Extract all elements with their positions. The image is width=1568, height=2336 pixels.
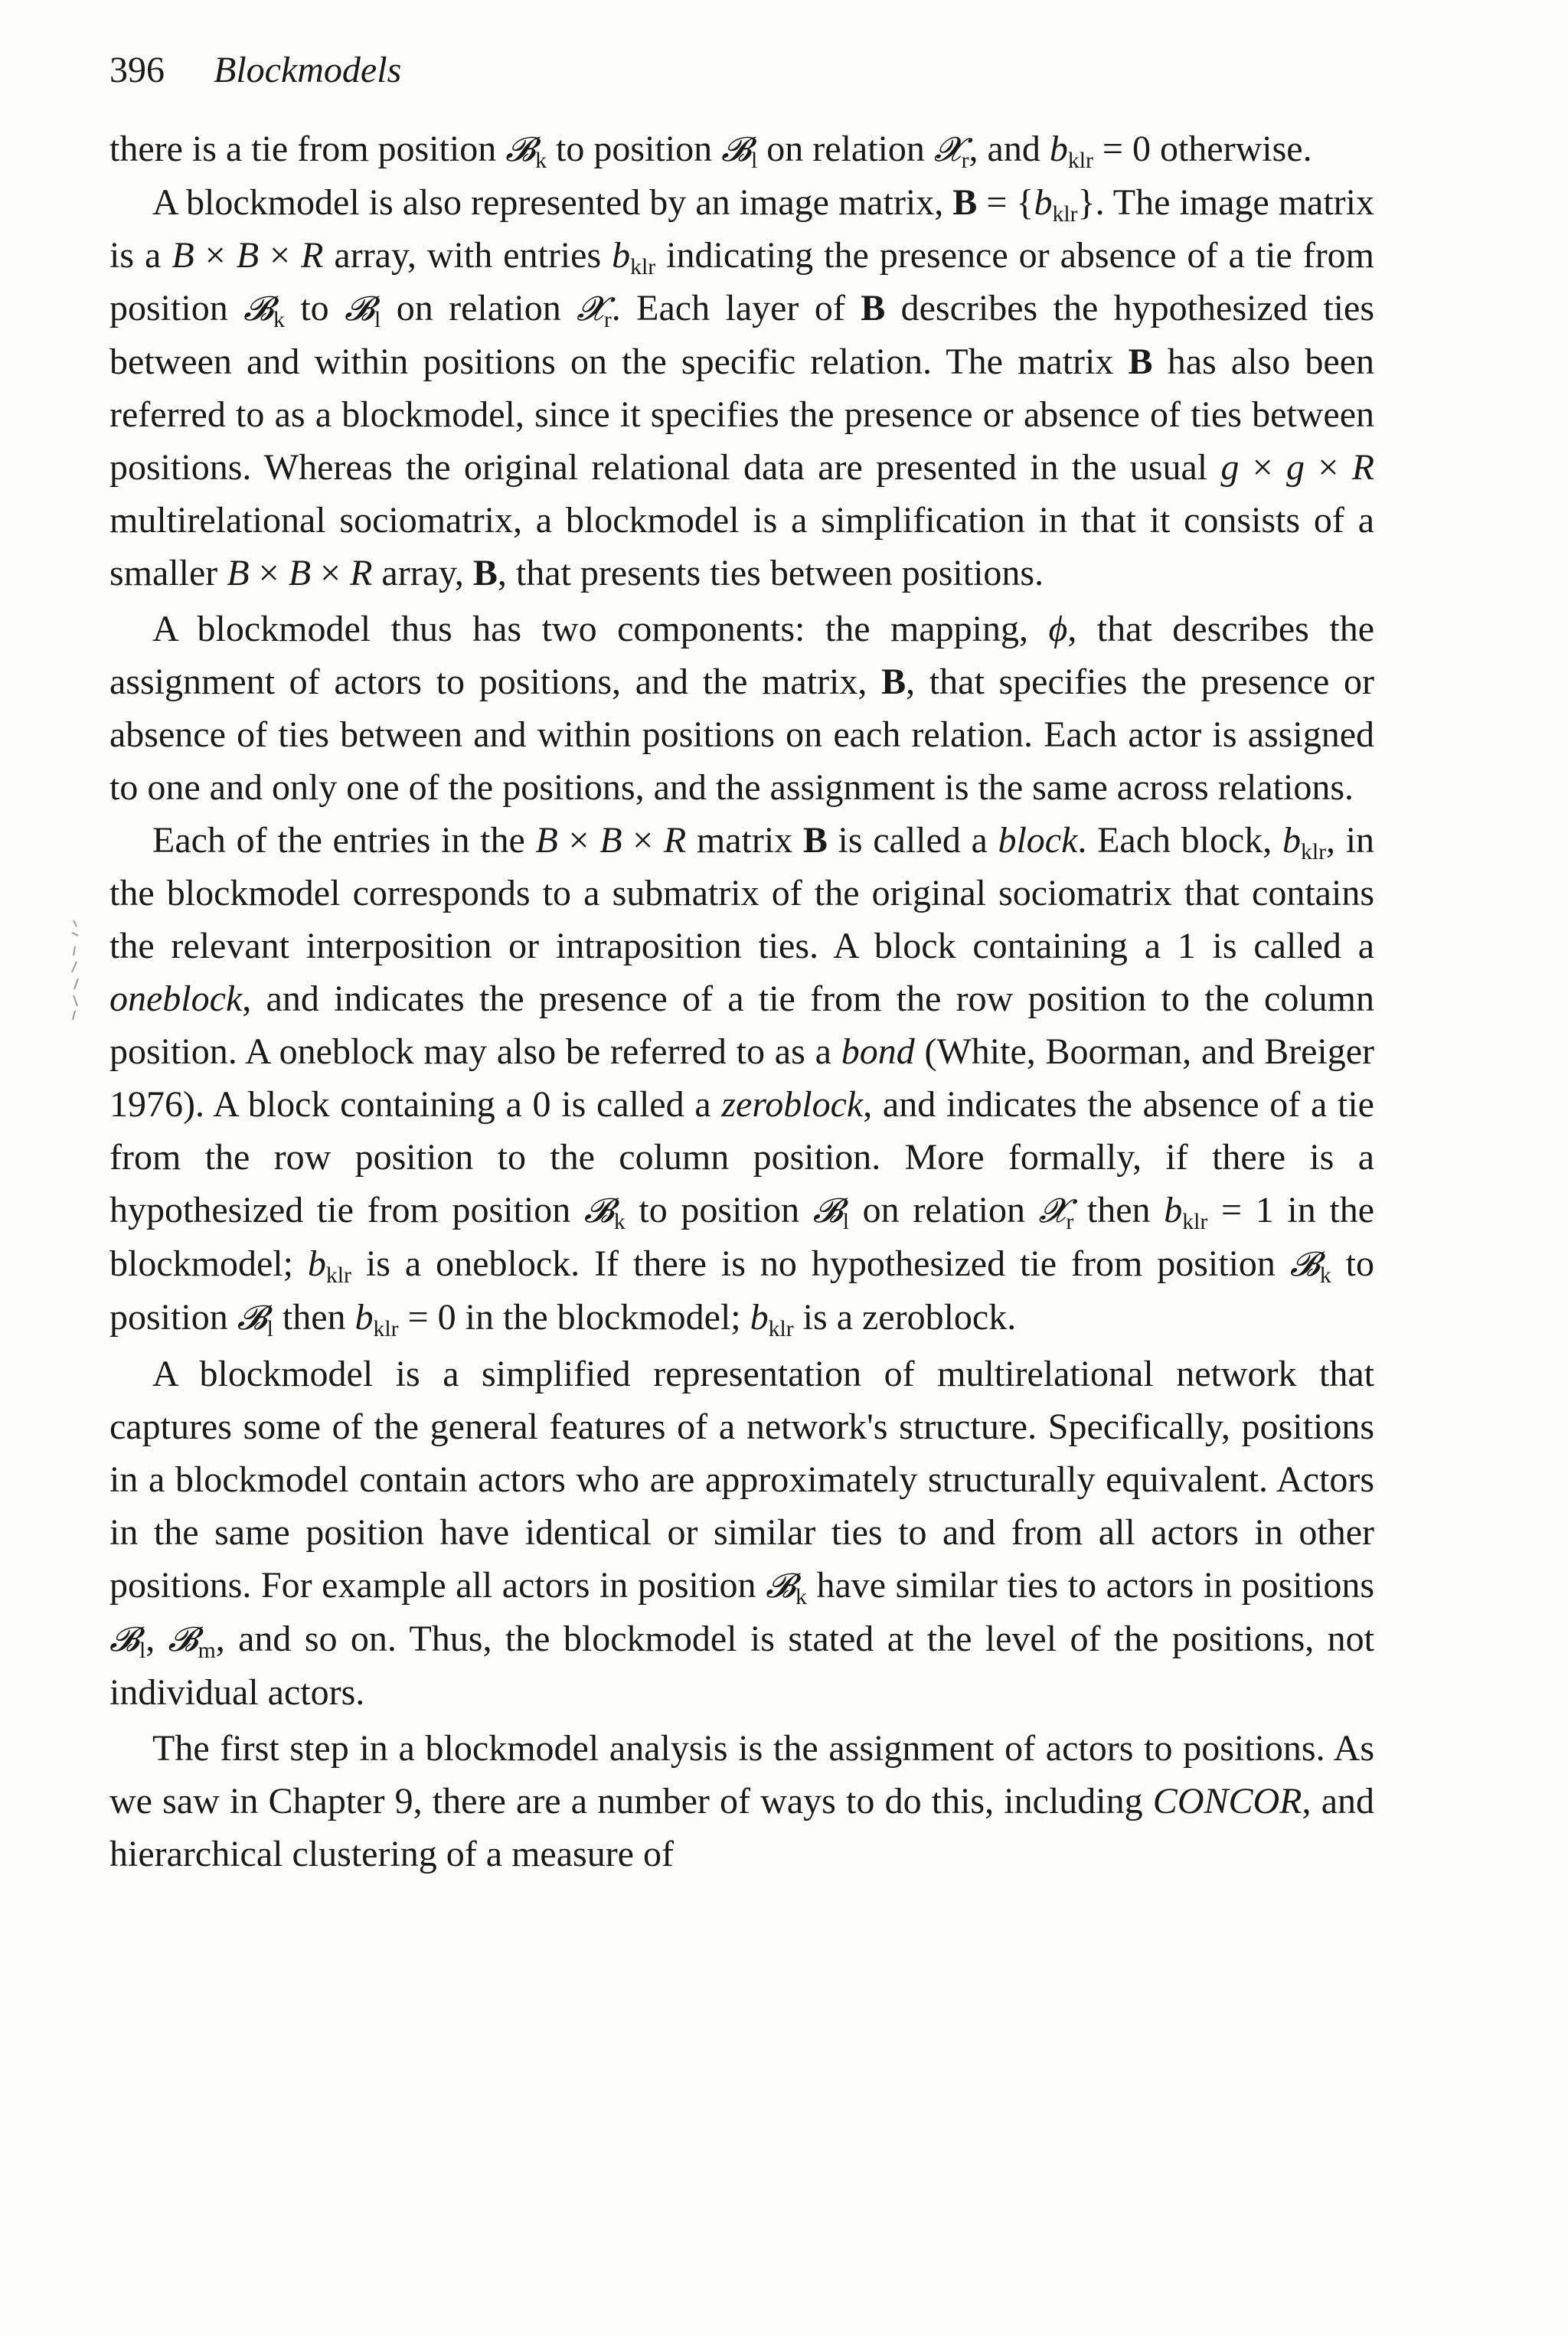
text-run: = 0 in the blockmodel; — [398, 1297, 750, 1338]
bold-symbol: B — [802, 820, 828, 861]
script-symbol: 𝓑 — [583, 1191, 614, 1230]
subscript: klr — [1052, 201, 1078, 227]
italic-term: b — [1049, 129, 1068, 169]
text-run: to position — [547, 129, 722, 169]
margin-smudge — [67, 916, 84, 1023]
script-symbol: 𝓑 — [812, 1191, 843, 1230]
text-run: , that specifies the presence or absence of ties between and within positions on each relation. Each actor is assigned to one and only one of the positions, and the assignment is the same across relations. — [109, 662, 1375, 808]
text-run: , that presents ties between positions. — [497, 553, 1044, 593]
text-run: there is a tie from position — [109, 129, 506, 169]
italic-term: oneblock — [109, 979, 243, 1019]
text-run: , and hierarchical clustering of a measure of — [109, 1781, 1374, 1874]
text-run: × — [557, 820, 600, 861]
text-run: = { — [977, 182, 1034, 223]
script-symbol: 𝓧 — [933, 130, 962, 169]
text-run: , in the blockmodel corresponds to a submatrix of the original sociomatrix that contains the relevant interposition or intraposition ties. A block containing a 1 is called a — [109, 820, 1375, 966]
bold-symbol: B — [952, 182, 978, 223]
subscript: klr — [768, 1315, 794, 1341]
italic-term: block — [998, 820, 1078, 861]
subscript: r — [961, 147, 969, 173]
subscript: k — [613, 1208, 626, 1234]
italic-term: g — [1220, 447, 1240, 488]
text-run: , — [145, 1619, 168, 1659]
text-run: Each of the entries in the — [152, 820, 536, 861]
paragraph — [109, 603, 1374, 814]
italic-term: B — [288, 553, 312, 593]
text-run: describes the hypothesized ties between and within positions on the specific relation. The matrix — [109, 288, 1374, 382]
bold-symbol: B — [861, 288, 886, 328]
script-symbol: 𝓑 — [109, 1620, 139, 1659]
bold-symbol: B — [1128, 341, 1153, 382]
italic-term: b — [354, 1297, 374, 1338]
italic-term: B — [172, 235, 194, 276]
italic-term: R — [350, 553, 373, 593]
text-run: is called a — [827, 820, 998, 861]
script-symbol: 𝓑 — [237, 1299, 267, 1338]
text-run: . Each layer of — [611, 288, 861, 328]
page-number: 396 — [109, 50, 165, 90]
text-run: A blockmodel is a simplified representation of multirelational network that captures some of the general features of a network's structure. Specifically, positions in a blockmodel contain actors who are approximately structurally equivalent. Actors in the same position have identical or similar ties to and from all actors in other positions. For example all actors in position — [109, 1354, 1374, 1606]
italic-term: R — [663, 820, 687, 861]
subscript: k — [1319, 1262, 1331, 1288]
subscript: klr — [1182, 1208, 1208, 1234]
text-run: , and indicates the absence of a tie from the row position to the column position. More formally, if there is a hypothesized tie from position — [109, 1084, 1374, 1230]
text-run: . Each block, — [1077, 820, 1282, 861]
subscript: klr — [1067, 147, 1093, 173]
script-symbol: 𝓑 — [766, 1567, 796, 1606]
italic-term: g — [1286, 447, 1305, 488]
text-run: × — [1239, 447, 1287, 488]
script-symbol: 𝓑 — [345, 289, 375, 328]
text-run: = 1 in the blockmodel; — [109, 1190, 1375, 1284]
paragraph — [109, 176, 1374, 600]
text-run: array, — [372, 553, 473, 593]
subscript: m — [198, 1637, 216, 1663]
paragraph — [109, 1348, 1374, 1719]
italic-term: b — [1164, 1190, 1183, 1230]
text-run: then — [1073, 1190, 1165, 1230]
italic-term: B — [599, 820, 622, 861]
italic-term: b — [1034, 182, 1053, 223]
italic-term: B — [227, 553, 250, 593]
text-run: on relation — [381, 288, 577, 328]
text-run: , and indicates the presence of a tie from the row position to the column position. A oneblock may also be referred to as a — [109, 979, 1374, 1072]
italic-term: bond — [841, 1031, 915, 1072]
italic-term: zeroblock — [721, 1084, 864, 1125]
subscript: klr — [630, 253, 656, 279]
subscript: k — [795, 1583, 807, 1609]
paragraph — [109, 123, 1374, 176]
text-run: is a oneblock. If there is no hypothesized tie from position — [351, 1243, 1290, 1284]
italic-term: b — [612, 235, 631, 276]
text-run: , and so on. Thus, the blockmodel is stated at the level of the positions, not individual actors. — [109, 1619, 1374, 1713]
text-run: on relation — [849, 1190, 1039, 1230]
italic-term: b — [307, 1243, 326, 1284]
text-run: on relation — [757, 129, 934, 169]
text-run: × — [259, 235, 302, 276]
subscript: l — [374, 306, 381, 332]
running-header — [109, 44, 401, 96]
subscript: r — [1066, 1208, 1074, 1234]
paragraph — [109, 1722, 1374, 1880]
text-run: matrix — [686, 820, 803, 861]
script-symbol: 𝓑 — [505, 130, 536, 169]
text-run: × — [311, 553, 351, 593]
subscript: r — [603, 306, 612, 332]
text-run: have similar ties to actors in positions — [806, 1565, 1374, 1606]
italic-term: B — [535, 820, 558, 861]
text-run: , and — [969, 129, 1050, 169]
italic-term: R — [301, 235, 324, 276]
text-run: = 0 otherwise. — [1093, 129, 1312, 169]
running-title: Blockmodels — [214, 50, 402, 90]
text-run: × — [194, 235, 237, 276]
text-run: then — [273, 1297, 355, 1338]
text-run: multirelational sociomatrix, a blockmodel is a simplification in that it consists of a smaller — [109, 500, 1374, 593]
subscript: l — [751, 147, 758, 173]
text-run: is a zeroblock. — [793, 1297, 1017, 1338]
italic-term: b — [1282, 820, 1301, 861]
script-symbol: 𝓑 — [168, 1620, 198, 1659]
subscript: klr — [325, 1262, 351, 1288]
text-run: A blockmodel is also represented by an image matrix, — [152, 182, 953, 223]
italic-term: R — [1351, 447, 1375, 488]
bold-symbol: B — [881, 662, 906, 702]
italic-term: CONCOR — [1152, 1781, 1302, 1821]
text-run: to position — [109, 1243, 1375, 1338]
paragraph — [109, 814, 1374, 1344]
body-text — [109, 123, 1374, 1880]
text-run: (White, Boorman, and Breiger 1976). A block containing a 0 is called a — [109, 1031, 1375, 1125]
subscript: klr — [373, 1315, 399, 1341]
text-run: × — [1305, 447, 1352, 488]
script-symbol: 𝓑 — [1289, 1245, 1320, 1284]
italic-term: b — [750, 1297, 769, 1338]
subscript: k — [273, 306, 285, 332]
subscript: klr — [1300, 838, 1327, 864]
italic-term: B — [236, 235, 260, 276]
subscript: l — [842, 1208, 850, 1234]
subscript: k — [535, 147, 547, 173]
text-run: array, with entries — [323, 235, 612, 276]
script-symbol: 𝓑 — [243, 289, 274, 328]
subscript: l — [266, 1315, 273, 1341]
text-run: }. The image matrix is a — [109, 182, 1375, 276]
text-run: A blockmodel thus has two components: the mapping, — [152, 609, 1049, 649]
script-symbol: 𝓑 — [721, 130, 752, 169]
text-run: The first step in a blockmodel analysis is the assignment of actors to positions. As we saw in Chapter 9, there are a number of ways to do this, including — [109, 1728, 1374, 1821]
text-run: to position — [625, 1190, 813, 1230]
text-run: indicating the presence or absence of a tie from position — [109, 235, 1375, 328]
text-run: has also been referred to as a blockmodel, since it specifies the presence or absence of ties between positions. Whereas the original relational data are presented in the usual — [109, 341, 1374, 488]
script-symbol: 𝓧 — [577, 289, 604, 328]
subscript: l — [139, 1637, 146, 1663]
text-run: × — [622, 820, 664, 861]
bold-symbol: B — [472, 553, 498, 593]
script-symbol: 𝓧 — [1038, 1191, 1067, 1230]
text-run: , that describes the assignment of actors to positions, and the matrix, — [109, 609, 1374, 702]
text-run: × — [249, 553, 289, 593]
italic-term: ϕ — [1048, 609, 1068, 649]
text-run: to — [284, 288, 345, 328]
